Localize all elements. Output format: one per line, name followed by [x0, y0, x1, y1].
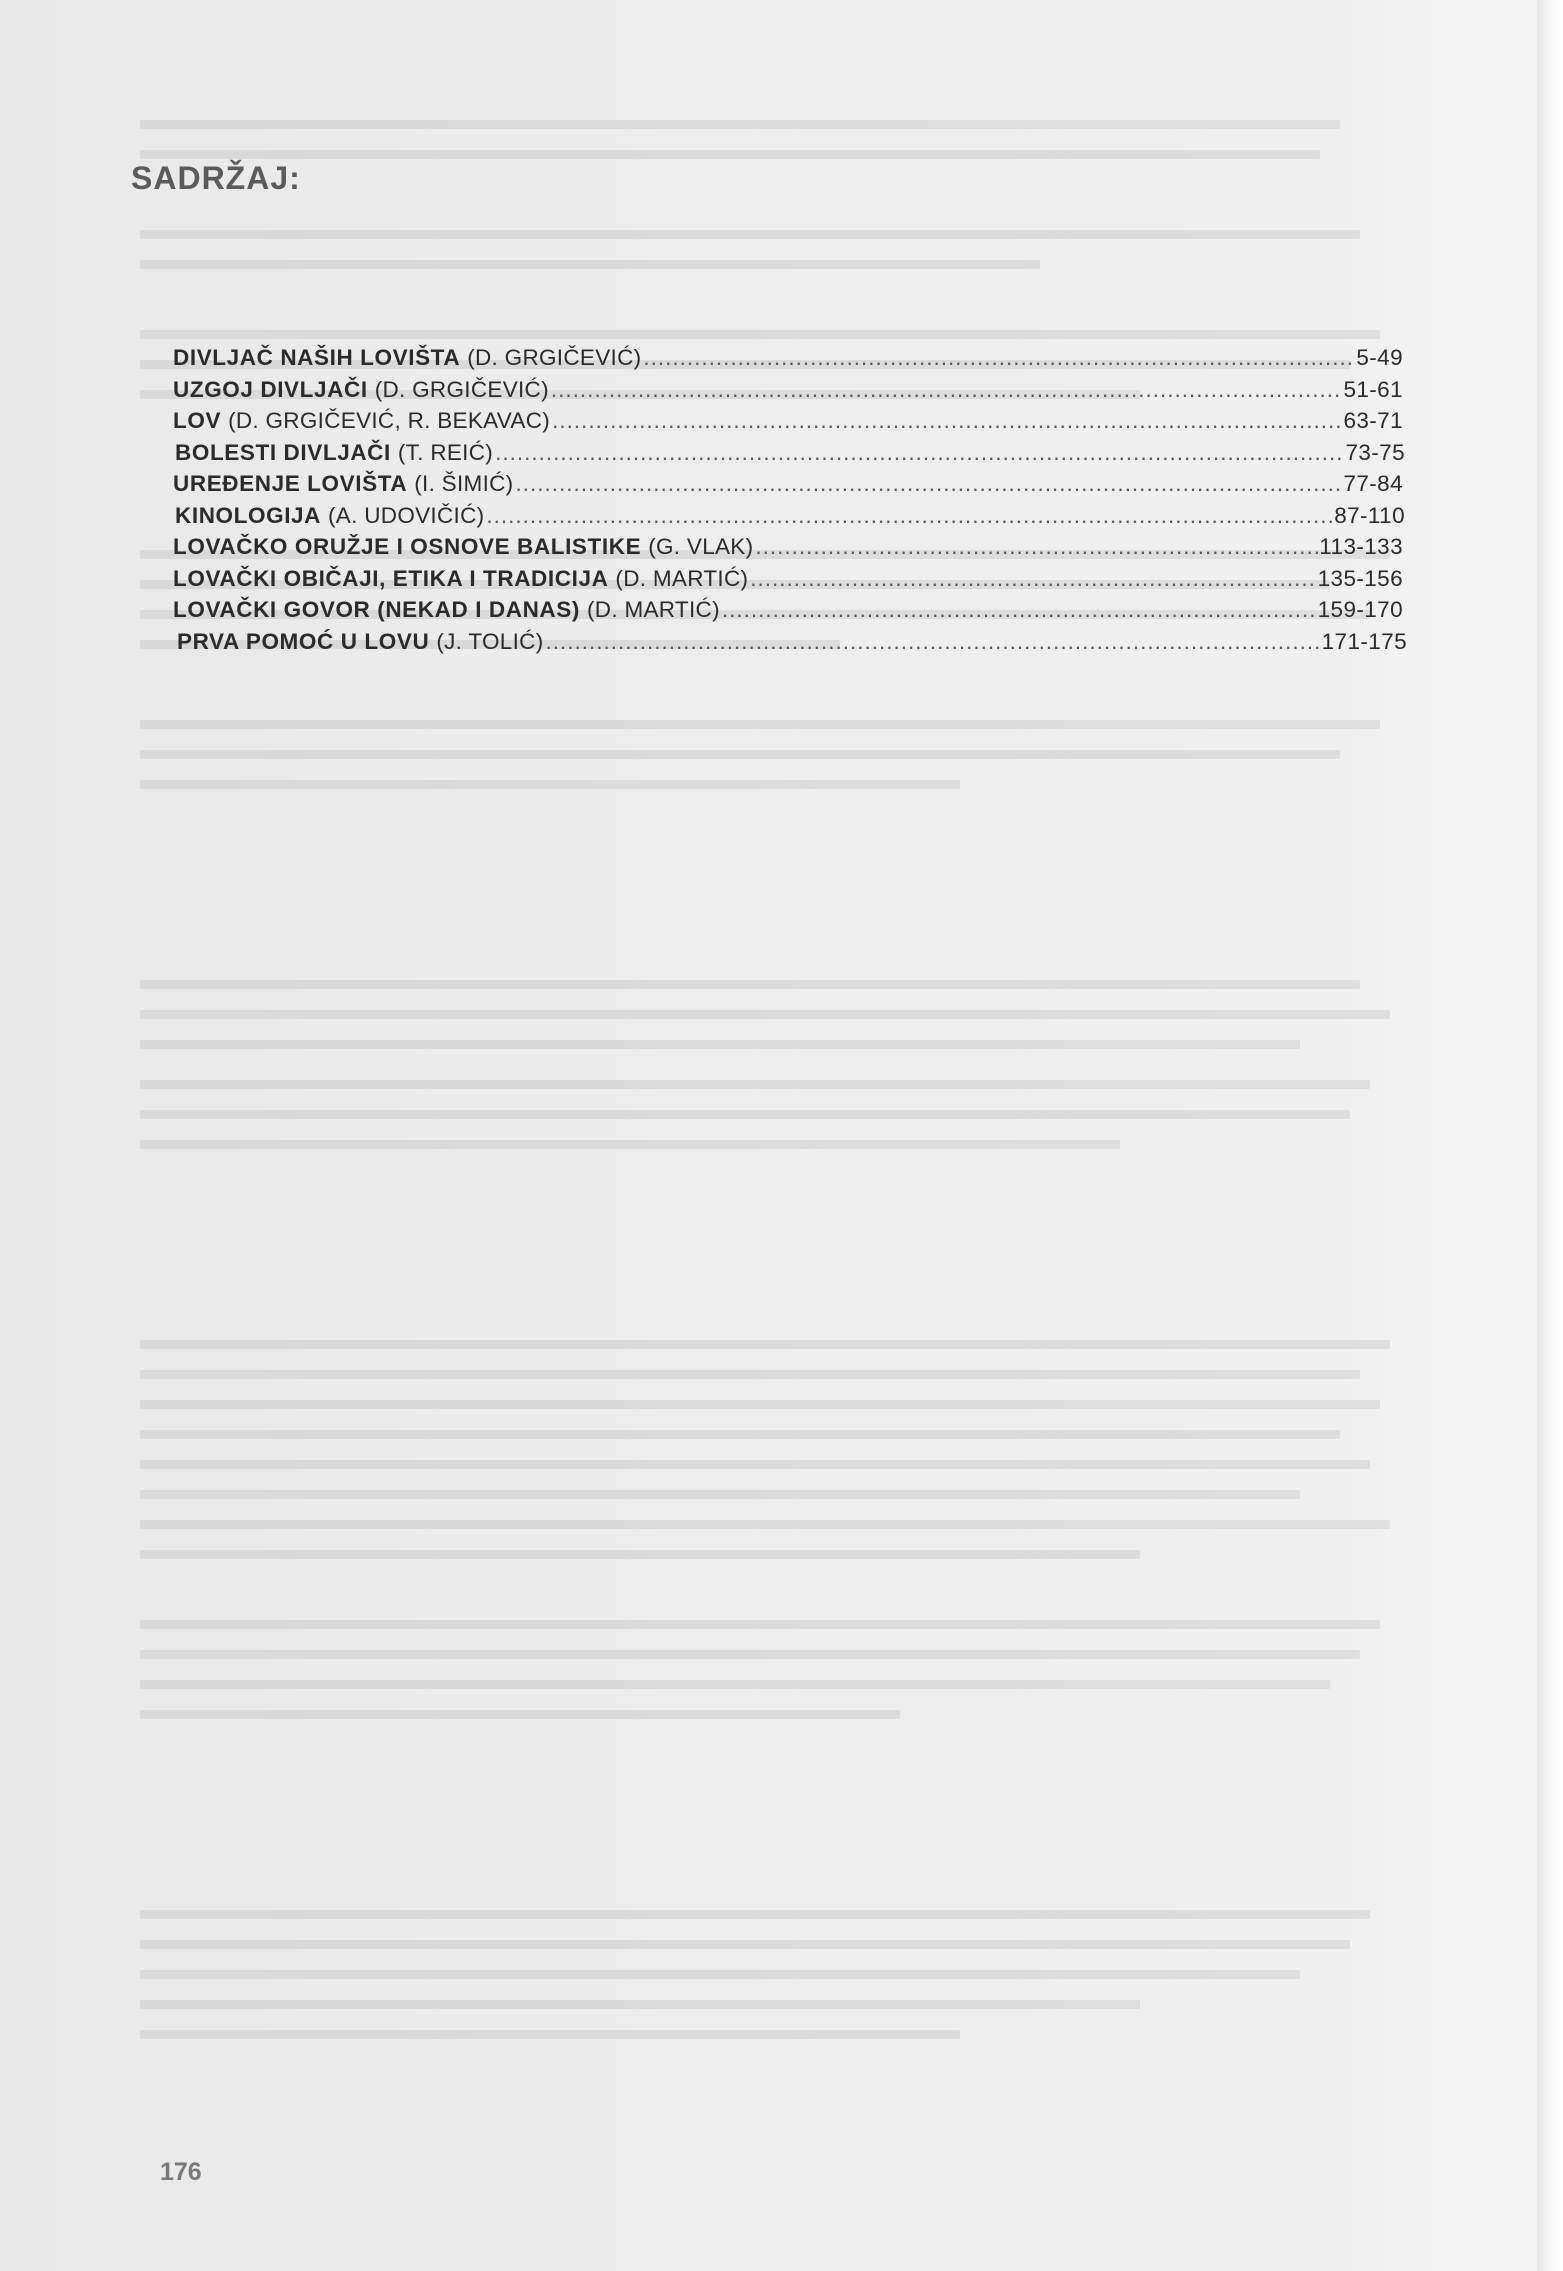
toc-entry-pages: 87-110 [1334, 502, 1405, 528]
toc-entry-pages: 135-156 [1317, 565, 1403, 591]
toc-entry-title: PRVA POMOĆ U LOVU [177, 628, 430, 654]
toc-entry-author: (I. ŠIMIĆ) [414, 471, 514, 496]
toc-entry-author: (G. VLAK) [648, 534, 754, 559]
toc-entry [173, 566, 1403, 598]
toc-dot-leader [515, 471, 1342, 497]
toc-dot-leader [551, 377, 1343, 403]
toc-entry-author: (D. GRGIČEVIĆ, R. BEKAVAC) [228, 408, 551, 433]
toc-entry [173, 471, 1403, 503]
table-of-contents-heading: SADRŽAJ: [131, 160, 301, 196]
toc-entry-author: (T. REIĆ) [397, 439, 494, 465]
toc-entry-pages: 51-61 [1343, 376, 1403, 402]
toc-entry-pages: 73-75 [1345, 439, 1405, 465]
toc-entry-title: UZGOJ DIVLJAČI [173, 376, 368, 402]
toc-dot-leader [643, 345, 1355, 371]
toc-entry-pages: 77-84 [1343, 471, 1403, 496]
toc-entry-pages: 171-175 [1321, 628, 1407, 654]
toc-entry-title: UREĐENJE LOVIŠTA [173, 471, 408, 496]
toc-entry-author: (D. MARTIĆ) [587, 597, 720, 622]
toc-entry-title: LOV [173, 408, 222, 433]
toc-entry-pages: 159-170 [1317, 597, 1403, 622]
toc-entry-author: (D. GRGIČEVIĆ) [467, 345, 642, 370]
toc-entry [175, 503, 1405, 535]
toc-entry [177, 629, 1407, 661]
toc-entry-title: DIVLJAČ NAŠIH LOVIŠTA [173, 345, 461, 370]
page-number: 176 [160, 2158, 202, 2186]
toc-dot-leader [495, 440, 1344, 466]
toc-entry-title: LOVAČKI GOVOR (NEKAD I DANAS) [173, 597, 580, 622]
toc-entry-title: KINOLOGIJA [175, 502, 322, 528]
toc-entry-author: (A. UDOVIČIĆ) [328, 502, 485, 528]
toc-dot-leader [755, 534, 1318, 560]
toc-entry-title: LOVAČKO ORUŽJE I OSNOVE BALISTIKE [173, 534, 642, 559]
toc-entry [173, 377, 1403, 409]
toc-dot-leader [486, 503, 1333, 529]
toc-dot-leader [552, 408, 1342, 434]
toc-entry-title: BOLESTI DIVLJAČI [175, 439, 391, 465]
toc-entry-pages: 5-49 [1356, 345, 1403, 370]
toc-entry [175, 440, 1405, 472]
toc-entry [173, 597, 1403, 629]
toc-entry-pages: 63-71 [1343, 408, 1403, 433]
toc-entry [173, 408, 1403, 440]
toc-entry [173, 345, 1403, 377]
toc-entry [173, 534, 1403, 566]
toc-dot-leader [750, 566, 1316, 592]
toc-entry-author: (D. MARTIĆ) [615, 565, 749, 591]
toc-dot-leader [546, 629, 1321, 655]
page-edge-shadow [1537, 0, 1563, 2271]
toc-dot-leader [722, 597, 1317, 623]
toc-entry-author: (D. GRGIČEVIĆ) [374, 376, 549, 402]
toc-entry-author: (J. TOLIĆ) [436, 628, 544, 654]
toc-entry-title: LOVAČKI OBIČAJI, ETIKA I TRADICIJA [173, 565, 609, 591]
table-of-contents [173, 345, 1407, 660]
toc-entry-pages: 113-133 [1319, 534, 1403, 559]
